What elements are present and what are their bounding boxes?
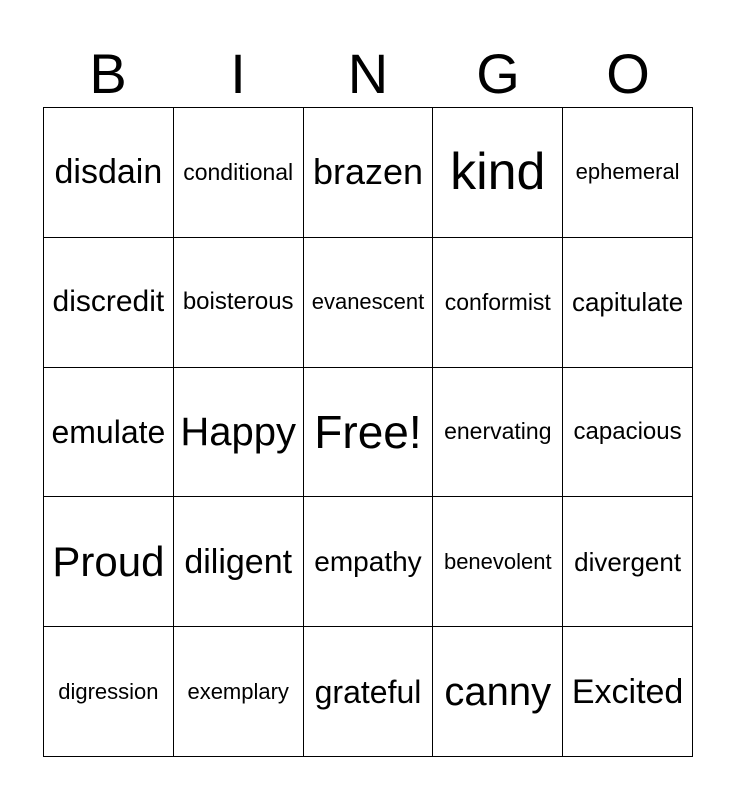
bingo-cell: canny — [433, 627, 563, 757]
bingo-cell: brazen — [304, 108, 434, 238]
bingo-cell: empathy — [304, 497, 434, 627]
bingo-cell: kind — [433, 108, 563, 238]
bingo-cell: ephemeral — [563, 108, 693, 238]
bingo-cell: conformist — [433, 238, 563, 368]
bingo-cell: boisterous — [174, 238, 304, 368]
bingo-cell: Excited — [563, 627, 693, 757]
bingo-cell: digression — [44, 627, 174, 757]
bingo-cell: exemplary — [174, 627, 304, 757]
bingo-cell: capitulate — [563, 238, 693, 368]
bingo-cell: enervating — [433, 368, 563, 498]
bingo-cell: grateful — [304, 627, 434, 757]
bingo-cell: Proud — [44, 497, 174, 627]
bingo-cell: divergent — [563, 497, 693, 627]
bingo-cell: disdain — [44, 108, 174, 238]
bingo-cell: conditional — [174, 108, 304, 238]
bingo-cell: discredit — [44, 238, 174, 368]
bingo-header — [43, 40, 693, 108]
header-letter-g: G — [476, 42, 520, 105]
bingo-cell: evanescent — [304, 238, 434, 368]
header-letter-i: I — [230, 42, 246, 105]
bingo-cell: Happy — [174, 368, 304, 498]
bingo-cell: capacious — [563, 368, 693, 498]
free-space-cell: Free! — [304, 368, 434, 498]
bingo-cell: benevolent — [433, 497, 563, 627]
header-letter-n: N — [347, 42, 389, 105]
header-letter-o: O — [606, 42, 650, 105]
bingo-cell: emulate — [44, 368, 174, 498]
header-letter-b: B — [89, 42, 127, 105]
bingo-board — [43, 107, 693, 757]
bingo-cell: diligent — [174, 497, 304, 627]
